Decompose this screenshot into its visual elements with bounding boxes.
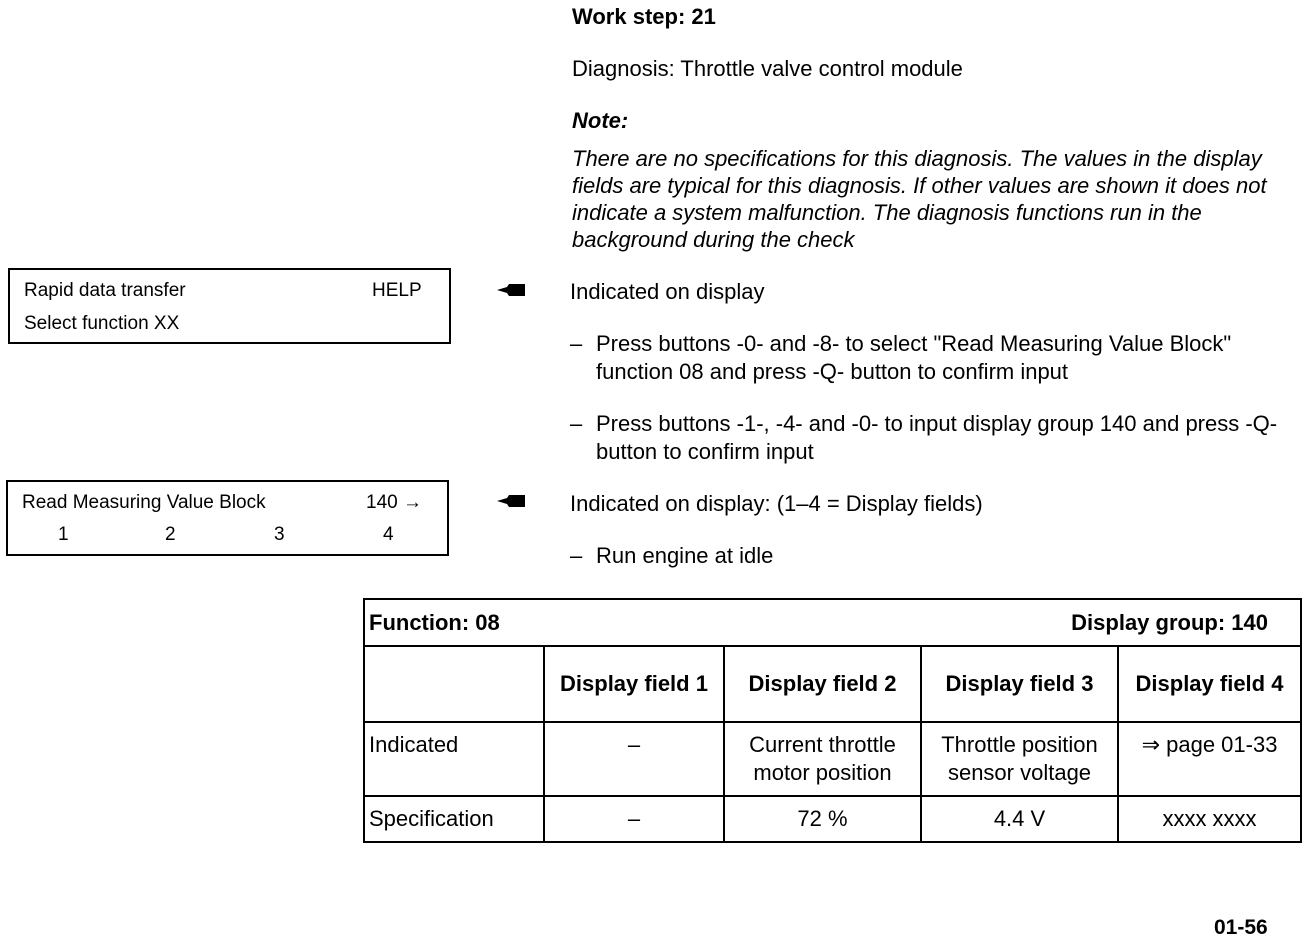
display2-field-2: 2: [165, 524, 176, 545]
display-group-label: Display group: 140: [1071, 609, 1268, 635]
note-text: There are no specifications for this diagnosis. The values in the display fields are typical for this diagnosis. If other values are shown it does not indicate a system malfunction. The diagnosis functions run in the background during the check: [572, 146, 1267, 252]
display1-line2: Select function XX: [24, 313, 180, 334]
table-cell: –: [544, 796, 724, 842]
display-group-table: [363, 598, 1302, 843]
step-dash: –: [570, 331, 583, 356]
column-header: Display field 1: [544, 646, 724, 722]
note-title: Note:: [572, 108, 629, 133]
function-label: Function: 08: [369, 609, 500, 635]
step-text: Press buttons -0- and -8- to select "Read Measuring Value Block" function 08 and press -Q- button to confirm input: [596, 331, 1232, 384]
step-text: Run engine at idle: [596, 543, 774, 568]
step-run-engine: [570, 542, 1305, 572]
step-text: Press buttons -1-, -4- and -0- to input display group 140 and press -Q- button to confirm input: [596, 411, 1278, 464]
step-dash: –: [570, 411, 583, 436]
column-header: Display field 4: [1118, 646, 1301, 722]
step-select-function: [570, 330, 1305, 390]
table-row: [364, 722, 1301, 796]
display-box-rapid-data: [8, 268, 451, 344]
display1-line1-right: HELP: [372, 280, 422, 301]
row-label: Indicated: [364, 722, 544, 796]
display2-field-4: 4: [383, 524, 394, 545]
table-row: [364, 796, 1301, 842]
display-box-measuring-block: [6, 480, 449, 556]
table-cell: 72 %: [724, 796, 921, 842]
indicated-on-display-2: Indicated on display: (1–4 = Display fields): [570, 491, 983, 516]
page-reference-link[interactable]: ⇒ page 01-33: [1118, 722, 1301, 796]
display2-field-3: 3: [274, 524, 285, 545]
pointing-hand-icon: [497, 493, 527, 509]
step-dash: –: [570, 543, 583, 568]
display2-line1-right: 140 →: [366, 492, 422, 513]
display1-line1-left: Rapid data transfer: [24, 280, 186, 301]
column-header: Display field 3: [921, 646, 1118, 722]
table-cell: Current throttle motor position: [724, 722, 921, 796]
indicated-on-display-1: Indicated on display: [570, 279, 765, 304]
column-header-empty: [364, 646, 544, 722]
diagnosis-title: Diagnosis: Throttle valve control module: [572, 56, 963, 81]
pointing-hand-icon: [497, 282, 527, 298]
display2-field-1: 1: [58, 524, 69, 545]
row-label: Specification: [364, 796, 544, 842]
display2-line1-left: Read Measuring Value Block: [22, 492, 266, 513]
column-header: Display field 2: [724, 646, 921, 722]
work-step-heading: Work step: 21: [572, 4, 716, 29]
table-cell: xxxx xxxx: [1118, 796, 1301, 842]
page-number: 01-56: [1214, 916, 1268, 939]
table-cell: 4.4 V: [921, 796, 1118, 842]
table-cell: Throttle position sensor voltage: [921, 722, 1118, 796]
table-header-row: [364, 599, 1301, 646]
step-input-group: [570, 410, 1305, 470]
table-cell: –: [544, 722, 724, 796]
